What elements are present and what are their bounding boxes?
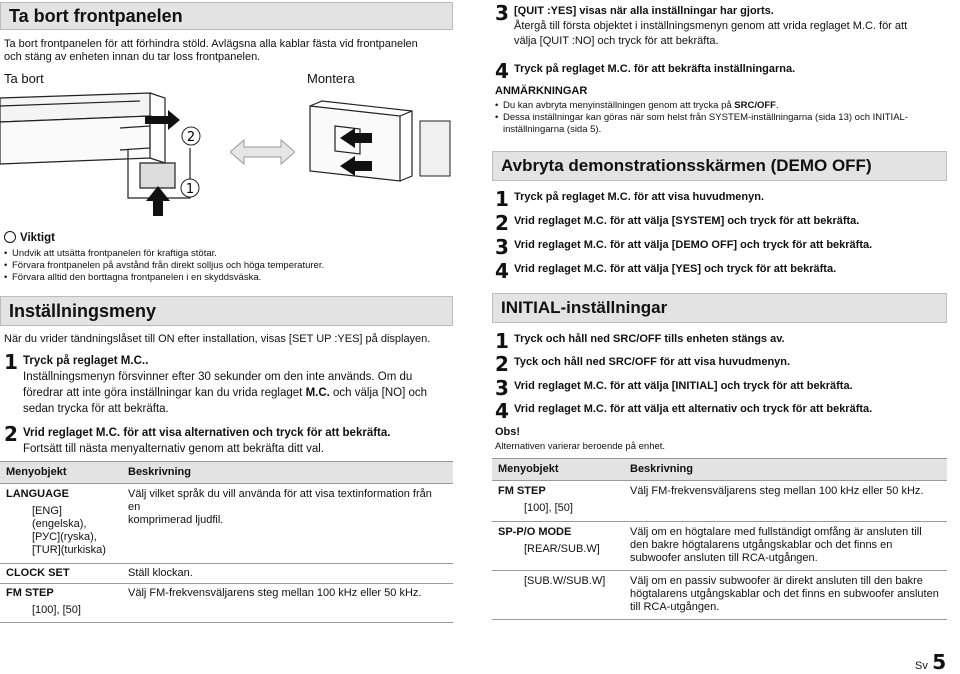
notes-heading: ANMÄRKNINGAR [495,85,588,97]
table-header-cell: Beskrivning [128,466,191,478]
double-arrow-icon [230,138,295,166]
list-item: • Förvara alltid den borttagna frontpanelen i en skyddsväska. [4,272,444,284]
svg-text:1: 1 [185,182,195,197]
initial-step-2: 2 Tyck och håll ned SRC/OFF för att visa huvudmenyn. [495,352,791,376]
important-heading: Viktigt [4,231,55,244]
mount-label: Montera [307,71,355,86]
table-row: FM STEP [100], [50] Välj FM-frekvensväljarens steg mellan 100 kHz eller 50 kHz. [492,481,947,522]
initial-step-4: 4 Vrid reglaget M.C. för att välja ett alternativ och tryck för att bekräfta. [495,399,873,423]
table-row: FM STEP [100], [50] Välj FM-frekvensväljarens steg mellan 100 kHz eller 50 kHz. [0,584,453,623]
section-title: Inställningsmeny [9,301,157,321]
section-header-demo-off [492,151,947,181]
section-header-remove-frontpanel [0,2,453,30]
obs-heading: Obs! [495,426,521,438]
table-header-cell: Beskrivning [630,463,693,475]
table-row: CLOCK SET Ställ klockan. [0,564,453,584]
table-row: SP-P/O MODE [REAR/SUB.W] Välj om en högtalare med fullständigt omfång är ansluten till den bakre högtalarens utgångskablar och det finns en subwoofer ansluten till RCA-utgången. [492,522,947,571]
callout-1 [181,179,199,197]
demo-step-3: 3 Vrid reglaget M.C. för att välja [DEMO OFF] och tryck för att bekräfta. [495,235,873,259]
notes-list [495,100,950,136]
demo-step-4: 4 Vrid reglaget M.C. för att välja [YES] och tryck för att bekräfta. [495,259,837,283]
mount-illustration [300,96,455,206]
settings-step-2: 2 Vrid reglaget M.C. för att visa alternativen och tryck för att bekräfta. Fortsätt till nästa menyalternativ genom att bekräfta ditt val. [4,422,391,455]
section-title: INITIAL-inställningar [501,298,668,317]
table-row: [SUB.W/SUB.W] Välj om en passiv subwoofer är direkt ansluten till den bakre högtalarens utgångskablar och det finns en subwoofer ansluten till RCA-utgången. [492,571,947,620]
remove-illustration [0,88,220,218]
settings-intro: När du vrider tändningslåset till ON efter installation, visas [SET UP :YES] på displayen. [4,333,431,345]
settings-step-1: 1 Tryck på reglaget M.C.. Inställningsmenyn försvinner efter 30 sekunder om den inte används. Om du föredrar att inte göra inställningar kan du vrida reglaget M.C. och välja [NO] och sedan trycka för att bekräfta. [4,350,427,415]
section-title: Avbryta demonstrationsskärmen (DEMO OFF) [501,156,872,175]
important-icon [4,231,16,243]
section-header-initial [492,293,947,323]
section-header-settings [0,296,453,326]
push-arrow [146,186,170,216]
list-item: • Dessa inställningar kan göras när som helst från SYSTEM-inställningarna (sida 13) och INITIAL- inställningarna (sida 5). [495,112,950,136]
initial-table [492,458,947,620]
list-item: • Du kan avbryta menyinställningen genom att trycka på SRC/OFF. [495,100,950,112]
settings-table [0,461,453,623]
list-item: • Undvik att utsätta frontpanelen för kraftiga stötar. [4,248,444,260]
table-row: LANGUAGE [ENG] (engelska), [РУС](ryska), [TUR](turkiska) Välj vilket språk du vill använda för att visa textinformation från en komprimerad ljudfil. [0,484,453,564]
table-header-cell: Menyobjekt [6,466,67,478]
obs-text: Alternativen varierar beroende på enhet. [495,441,666,452]
initial-step-3: 3 Vrid reglaget M.C. för att välja [INITIAL] och tryck för att bekräfta. [495,376,853,400]
table-header-cell: Menyobjekt [498,463,559,475]
table-header-row [0,462,453,484]
important-list [4,248,444,284]
section-title: Ta bort frontpanelen [9,6,183,26]
page-number: Sv 5 [915,650,947,674]
remove-label: Ta bort [4,71,44,86]
demo-step-1: 1 Tryck på reglaget M.C. för att visa huvudmenyn. [495,187,765,211]
callout-2 [182,127,200,145]
settings-step-4: 4 Tryck på reglaget M.C. för att bekräfta inställningarna. [495,59,796,83]
demo-step-2: 2 Vrid reglaget M.C. för att välja [SYSTEM] och tryck för att bekräfta. [495,211,860,235]
settings-step-3: 3 [QUIT :YES] visas när alla inställningar har gjorts. Återgå till första objektet i inställningsmenyn genom att vrida reglaget M.C. för att välja [QUIT :NO] och tryck för att bekräfta. [495,1,908,47]
initial-step-1: 1 Tryck och håll ned SRC/OFF tills enheten stängs av. [495,329,785,353]
svg-text:2: 2 [186,130,196,145]
table-header-row [492,459,947,481]
list-item: • Förvara frontpanelen på avstånd från direkt solljus och höga temperaturer. [4,260,444,272]
frontpanel-intro: Ta bort frontpanelen för att förhindra stöld. Avlägsna alla kablar fästa vid frontpanelen och stäng av enheten innan du tar loss frontpanelen. [4,38,418,63]
